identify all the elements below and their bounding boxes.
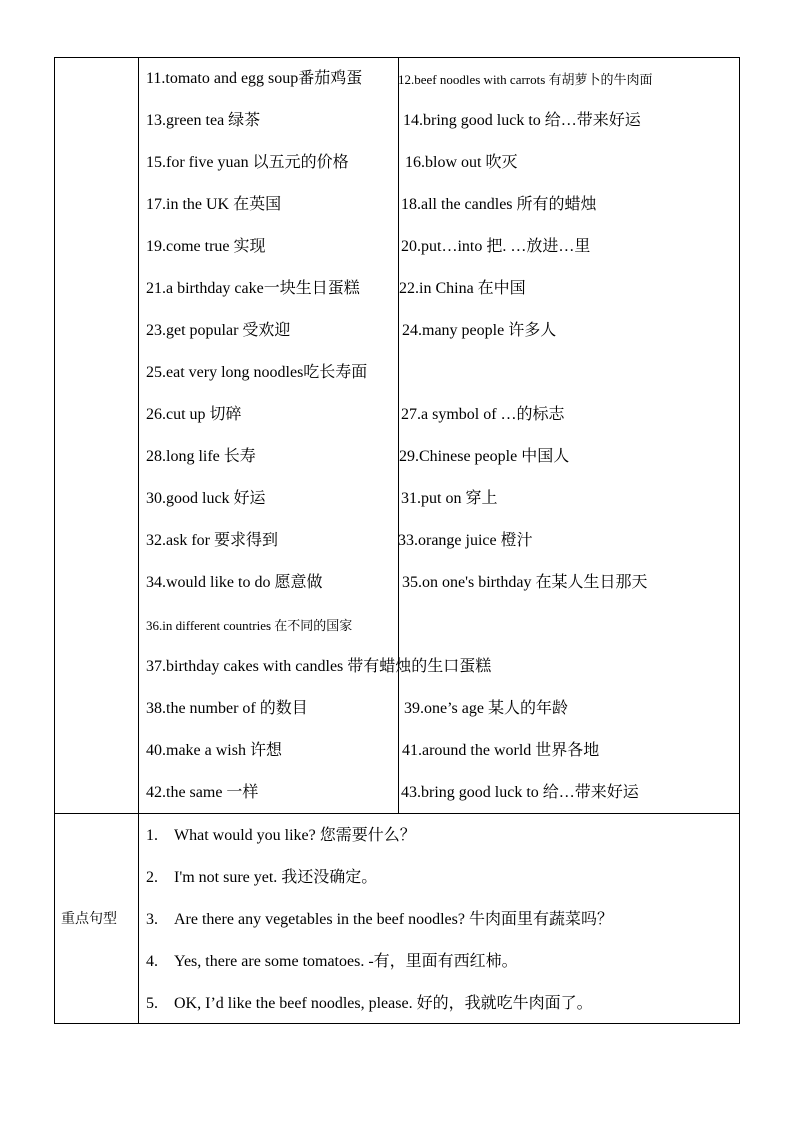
vocab-item: 35.on one's birthday 在某人生日那天: [402, 574, 648, 591]
vocab-item: 18.all the candles 所有的蜡烛: [401, 196, 597, 213]
vocab-item: 20.put…into 把. …放进…里: [401, 238, 591, 255]
section-divider: [54, 813, 740, 814]
vocab-item: 43.bring good luck to 给…带来好运: [401, 784, 639, 801]
vocab-item: 13.green tea 绿茶: [146, 112, 261, 129]
sentence-text: I'm not sure yet. 我还没确定。: [174, 869, 378, 886]
vocab-item: 21.a birthday cake一块生日蛋糕: [146, 280, 360, 297]
vocab-item: 38.the number of 的数目: [146, 700, 308, 717]
label-column-divider: [138, 57, 139, 1024]
sentence-number: 5.: [146, 995, 158, 1012]
vocab-item: 14.bring good luck to 给…带来好运: [403, 112, 641, 129]
sentence-number: 1.: [146, 827, 158, 844]
sentence-text: Are there any vegetables in the beef noodles? 牛肉面里有蔬菜吗？: [174, 911, 613, 928]
vocab-item: 28.long life 长寿: [146, 448, 256, 465]
vocab-column-divider: [398, 57, 399, 813]
sentence-number: 2.: [146, 869, 158, 886]
vocab-item: 27.a symbol of …的标志: [401, 406, 565, 423]
vocab-item: 40.make a wish 许想: [146, 742, 282, 759]
vocab-item: 19.come true 实现: [146, 238, 266, 255]
sentence-text: OK, I’d like the beef noodles, please. 好的，我就吃牛肉面了。: [174, 995, 593, 1012]
vocab-item: 22.in China 在中国: [399, 280, 526, 297]
section-label: 重点句型: [61, 911, 117, 927]
vocab-item: 16.blow out 吹灭: [405, 154, 518, 171]
vocab-item: 31.put on 穿上: [401, 490, 498, 507]
vocab-item: 36.in different countries 在不同的国家: [146, 618, 353, 633]
vocab-item: 39.one’s age 某人的年龄: [404, 700, 568, 717]
vocab-item: 42.the same 一样: [146, 784, 259, 801]
vocab-item: 15.for five yuan 以五元的价格: [146, 154, 349, 171]
vocab-item: 37.birthday cakes with candles 带有蜡烛的生口蛋糕: [146, 658, 492, 675]
vocab-item: 17.in the UK 在英国: [146, 196, 282, 213]
vocab-item: 29.Chinese people 中国人: [399, 448, 570, 465]
vocab-item: 41.around the world 世界各地: [402, 742, 600, 759]
vocab-item: 12.beef noodles with carrots 有胡萝卜的牛肉面: [398, 72, 653, 87]
vocab-item: 34.would like to do 愿意做: [146, 574, 323, 591]
vocab-item: 11.tomato and egg soup番茄鸡蛋: [146, 70, 363, 87]
vocab-item: 24.many people 许多人: [402, 322, 557, 339]
sentence-text: Yes, there are some tomatoes. -有，里面有西红柿。: [174, 953, 518, 970]
vocab-item: 32.ask for 要求得到: [146, 532, 278, 549]
vocab-item: 30.good luck 好运: [146, 490, 266, 507]
vocab-item: 23.get popular 受欢迎: [146, 322, 291, 339]
sentence-number: 3.: [146, 911, 158, 928]
vocab-item: 33.orange juice 橙汁: [398, 532, 533, 549]
sentence-number: 4.: [146, 953, 158, 970]
vocab-item: 25.eat very long noodles吃长寿面: [146, 364, 368, 381]
sentence-text: What would you like? 您需要什么？: [174, 827, 416, 844]
vocab-item: 26.cut up 切碎: [146, 406, 242, 423]
